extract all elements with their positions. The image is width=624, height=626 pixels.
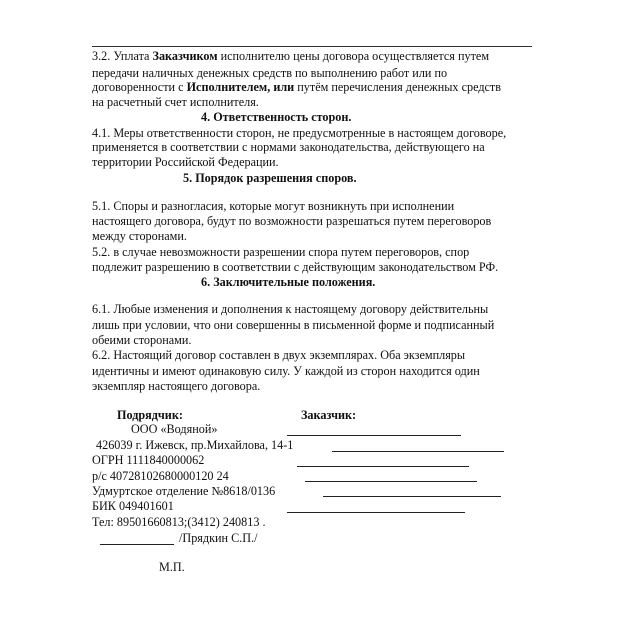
customer-ogrn-line [297, 466, 469, 467]
clause-6-1-line-3: обеими сторонами. [92, 333, 192, 347]
clause-4-1-line-3: территории Российской Федерации. [92, 155, 279, 169]
customer-address-line [332, 451, 504, 452]
customer-org-line [287, 435, 461, 436]
clause-4-1-line-1: 4.1. Меры ответственности сторон, не предусмотренные в настоящем договоре, [92, 126, 507, 140]
contractor-address: 426039 г. Ижевск, пр.Михайлова, 14-1 [96, 438, 294, 452]
top-divider [92, 46, 532, 47]
clause-5-1-line-2: настоящего договора, будут по возможности разрешаться путем переговоров [92, 214, 492, 228]
clause-5-2-line-2: подлежит разрешению в соответствии с действующим законодательством РФ. [92, 260, 499, 274]
customer-bik-line [287, 512, 465, 513]
signer-name: /Прядкин С.П./ [179, 531, 258, 545]
clause-6-1-line-2: лишь при условии, что они совершенны в письменной форме и подписанный [92, 318, 495, 332]
clause-6-2-line-3: экземпляр настоящего договора. [92, 379, 261, 393]
clause-3-2-line-4: на расчетный счет исполнителя. [92, 95, 259, 109]
clause-5-1-line-3: между сторонами. [92, 229, 187, 243]
contractor-phone: Тел: 89501660813;(3412) 240813 . [92, 515, 266, 529]
signature-line [100, 544, 174, 545]
clause-6-2-line-2: идентичны и имеют одинаковую силу. У каждой из сторон находится один [92, 364, 480, 378]
contractor-branch: Удмуртское отделение №8618/0136 [92, 484, 276, 498]
clause-5-2-line-1: 5.2. в случае невозможности разрешении спора путем переговоров, спор [92, 245, 470, 259]
customer-label: Заказчик: [301, 408, 357, 422]
clause-text: исполнителю цены договора осуществляется путем [217, 49, 490, 63]
clause-3-2-line-3 [92, 80, 501, 94]
clause-3-2-line-1 [92, 49, 489, 63]
clause-text: 3.2. Уплата [92, 49, 153, 63]
customer-account-line [305, 481, 477, 482]
stamp-placeholder: М.П. [159, 560, 185, 574]
clause-emphasis: Заказчиком [152, 49, 218, 63]
clause-text: путём перечисления денежных средств [294, 80, 502, 94]
contractor-bik: БИК 049401601 [92, 499, 174, 513]
clause-3-2-line-2: передачи наличных денежных средств по выполнению работ или по [92, 66, 448, 80]
clause-6-2-line-1: 6.2. Настоящий договор составлен в двух экземплярах. Оба экземпляры [92, 348, 466, 362]
section-5-heading: 5. Порядок разрешения споров. [183, 171, 357, 185]
clause-4-1-line-2: применяется в соответствии с нормами законодательства, действующего на [92, 140, 485, 154]
clause-text: договоренности с [92, 80, 187, 94]
section-6-heading: 6. Заключительные положения. [201, 275, 376, 289]
section-4-heading: 4. Ответственность сторон. [201, 110, 352, 124]
customer-branch-line [323, 496, 501, 497]
contractor-ogrn: ОГРН 1111840000062 [92, 453, 205, 467]
clause-emphasis: Исполнителем, или [186, 80, 295, 94]
clause-5-1-line-1: 5.1. Споры и разногласия, которые могут возникнуть при исполнении [92, 199, 455, 213]
contractor-org: ООО «Водяной» [131, 422, 218, 436]
contractor-account: р/с 40728102680000120 24 [92, 469, 229, 483]
contractor-label: Подрядчик: [117, 408, 183, 422]
clause-6-1-line-1: 6.1. Любые изменения и дополнения к настоящему договору действительны [92, 302, 489, 316]
